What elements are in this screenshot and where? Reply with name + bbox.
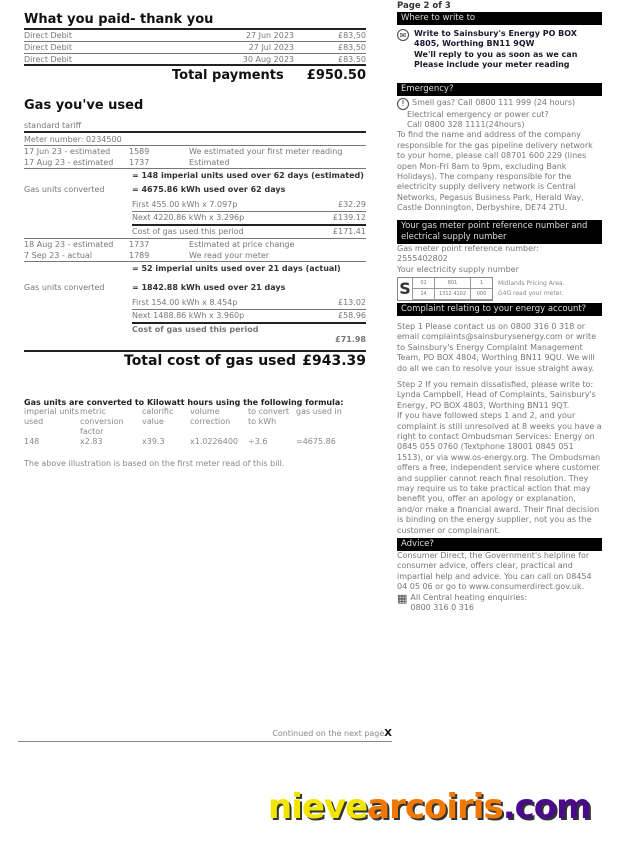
advice-title: Advice? bbox=[397, 538, 602, 551]
cost-value: £71.98 bbox=[335, 335, 366, 344]
formula-note: The above illustration is based on the first meter read of this bill. bbox=[24, 459, 285, 468]
elec-supply-label: Your electricity supply number bbox=[397, 264, 519, 274]
write-include: Please include your meter reading bbox=[414, 60, 570, 70]
cost-label: Cost of gas used this period bbox=[132, 227, 244, 236]
formula-value: x2.83 bbox=[80, 437, 103, 446]
gas-total-label: Total cost of gas used bbox=[124, 353, 297, 369]
formula-table bbox=[24, 407, 366, 447]
cost-label: First 455.00 kWh x 7.097p bbox=[132, 200, 238, 209]
elec-emergency-text: Electrical emergency or power cut? bbox=[407, 109, 549, 119]
formula-value: =4675.86 bbox=[296, 437, 336, 446]
complaint-step1: Step 1 Please contact us on 0800 316 0 318 or email complaints@sainsburysenergy.com or write to Sainsbury's Energy Complaint Management Team, PO BOX 4804, Worthing BN11 9QU. We will do all we can to resolve your issue straight away. bbox=[397, 321, 597, 373]
heating-phone: 0800 316 0 316 bbox=[410, 603, 475, 613]
payment-method: Direct Debit bbox=[24, 31, 73, 40]
payments-title: What you paid- thank you bbox=[24, 12, 366, 30]
supply-number bbox=[397, 277, 602, 301]
cost-value: £32.29 bbox=[338, 200, 366, 209]
formula-header: imperial units used bbox=[24, 407, 79, 426]
reading-value: 1737 bbox=[129, 240, 150, 249]
payments-total-value: £950.50 bbox=[306, 67, 366, 83]
formula-title: Gas units are converted to Kilowatt hours using the following formula: bbox=[24, 398, 344, 407]
gas-mprn-label: Gas meter point reference number: bbox=[397, 243, 539, 253]
heating-enquiries bbox=[397, 593, 602, 614]
supply-info bbox=[498, 279, 565, 299]
complaint-step2: Step 2 If you remain dissatisfied, please write to: Lynda Campbell, Head of Complaints, Sainsbury's Energy, PO BOX 4803, Worthing BN11 9QT. bbox=[397, 379, 596, 410]
reading-value: 1737 bbox=[129, 158, 150, 167]
heating-label: All Central heating enquiries: bbox=[410, 592, 528, 602]
reading-note: We estimated your first meter reading bbox=[189, 147, 343, 156]
watermark-logo bbox=[268, 787, 591, 827]
payment-amount: £83,50 bbox=[338, 31, 366, 40]
cost-row bbox=[132, 199, 366, 212]
gas-total-value: £943.39 bbox=[302, 353, 366, 369]
write-address: Write to Sainsbury's Energy PO BOX 4805, Worthing BN11 9QW bbox=[414, 29, 577, 49]
formula-value: x1.0226400 bbox=[190, 437, 238, 446]
supply-cell: 000 bbox=[470, 289, 492, 300]
payment-row bbox=[24, 42, 366, 54]
write-section-title: Where to write to bbox=[397, 12, 602, 25]
formula-header: metric conversion factor bbox=[80, 407, 124, 436]
supply-s-letter: S bbox=[399, 278, 411, 298]
meter-read-by: G4G read your meter. bbox=[498, 289, 564, 297]
cost-label: Next 1488.86 kWh x 3.960p bbox=[132, 311, 245, 320]
bill-right-column bbox=[397, 0, 602, 613]
radiator-icon: ▦ bbox=[397, 591, 408, 605]
reading-note: We read your meter bbox=[189, 251, 270, 260]
cost-row bbox=[132, 297, 366, 310]
watermark-part1: nieve bbox=[268, 787, 368, 827]
page-footer bbox=[18, 728, 392, 742]
elec-emergency-phone: Call 0800 328 1111(24hours) bbox=[407, 120, 525, 130]
cost-block bbox=[132, 199, 366, 238]
bill-left-column bbox=[24, 12, 366, 468]
payment-method: Direct Debit bbox=[24, 43, 73, 52]
cost-row bbox=[132, 212, 366, 226]
converted-row bbox=[24, 184, 366, 195]
formula-header: volume correction bbox=[190, 407, 231, 426]
gas-mprn-value: 2555402802 bbox=[397, 254, 448, 264]
converted-value: = 4675.86 kWh used over 62 days bbox=[132, 185, 286, 194]
units-used-line: = 52 imperial units used over 21 days (actual) bbox=[132, 264, 341, 273]
cost-label: Next 4220.86 kWh x 3.296p bbox=[132, 213, 245, 222]
payment-amount: £83.50 bbox=[338, 55, 366, 64]
reading-date: 18 Aug 23 - estimated bbox=[24, 240, 114, 249]
write-reply: We'll reply to you as soon as we can bbox=[414, 49, 578, 59]
mail-icon: ✉ bbox=[397, 29, 409, 41]
continued-text: Continued on the next page bbox=[272, 729, 385, 738]
warning-icon: ! bbox=[397, 98, 409, 110]
formula-header: calorific value bbox=[142, 407, 174, 426]
payment-amount: £83,50 bbox=[338, 43, 366, 52]
reading-date: 7 Sep 23 - actual bbox=[24, 251, 93, 260]
reading-row bbox=[24, 146, 366, 157]
formula-value: x39.3 bbox=[142, 437, 165, 446]
formula-header: gas used in bbox=[296, 407, 342, 416]
converted-label: Gas units converted bbox=[24, 283, 105, 292]
continued-mark: X bbox=[384, 728, 392, 739]
payments-total-label: Total payments bbox=[172, 67, 284, 83]
ombudsman-info: If you have followed steps 1 and 2, and your complaint is still unresolved at 8 weeks you have a right to contact Ombudsman Services: Energy on 0845 055 0760 (Textphone 18001 0845 051 1513), or via www.os-energy.org. The Ombudsman offers a free, independent service where customer and supplier cannot reach final resolution. They may require us to take practical action that may benefit you, offer an apology or explanation, and/or make a financial award. Their final decision is binding on the energy supplier, not you as the customer or complainant. bbox=[397, 411, 602, 535]
cost-subtotal-row bbox=[132, 226, 366, 238]
cost-value: £58.96 bbox=[338, 311, 366, 320]
payment-method: Direct Debit bbox=[24, 55, 73, 64]
network-info: To find the name and address of the company responsible for the gas pipeline delivery network to your home, please call 08701 600 229 (lines open Mon-Fri 8am to 9pm, excluding Bank Holidays). The company responsible for the electricity supply delivery network is Central Networks, Pegasus Business Park, Herald Way, Castle Donnington, Derbyshire, DE74 2TU. bbox=[397, 130, 593, 213]
tariff-label: standard tariff bbox=[24, 120, 366, 133]
supply-cell: 1 bbox=[470, 278, 492, 289]
payment-row bbox=[24, 54, 366, 66]
pricing-area: Midlands Pricing Area. bbox=[498, 279, 565, 287]
converted-value: = 1842.88 kWh used over 21 days bbox=[132, 283, 286, 292]
gas-emergency-text: Smell gas? Call 0800 111 999 (24 hours) bbox=[412, 97, 576, 107]
cost-value: £13.02 bbox=[338, 298, 366, 307]
reading-value: 1589 bbox=[129, 147, 150, 156]
complaint-title: Complaint relating to your energy account? bbox=[397, 303, 602, 316]
meter-ref-title: Your gas meter point reference number and electrical supply number bbox=[397, 220, 602, 244]
emergency-title: Emergency? bbox=[397, 83, 602, 96]
reading-row bbox=[24, 238, 366, 250]
watermark-part3: .com bbox=[502, 787, 591, 827]
watermark-part2: arcoiris bbox=[367, 787, 503, 827]
advice-text: Consumer Direct, the Government's helpline for consumer advice, offers clear, practical and impartial help and advice. You can call on 08454 04 05 06 or go to www.consumerdirect.gov.uk. bbox=[397, 551, 592, 592]
write-section bbox=[397, 29, 602, 71]
formula-header: to convert to kWh bbox=[248, 407, 290, 426]
cost-label: First 154.00 kWh x 8.454p bbox=[132, 298, 238, 307]
reading-date: 17 Aug 23 - estimated bbox=[24, 158, 114, 167]
reading-value: 1789 bbox=[129, 251, 150, 260]
heating-text bbox=[410, 593, 527, 614]
payment-date: 30 Aug 2023 bbox=[242, 55, 294, 64]
supply-grid bbox=[412, 278, 492, 300]
emergency-gas bbox=[397, 98, 602, 110]
write-text bbox=[414, 29, 602, 71]
payments-table bbox=[24, 30, 366, 84]
reading-note: Estimated at price change bbox=[189, 240, 295, 249]
gas-title: Gas you've used bbox=[24, 98, 144, 113]
reading-row bbox=[24, 250, 366, 262]
supply-cell: 1312 4102 bbox=[434, 289, 470, 300]
units-used-line: = 148 imperial units used over 62 days (estimated) bbox=[132, 171, 364, 180]
page-number: Page 2 of 3 bbox=[397, 1, 451, 11]
supply-number-box bbox=[397, 277, 493, 301]
cost-row bbox=[132, 310, 366, 324]
gas-total bbox=[24, 350, 366, 370]
payment-row bbox=[24, 30, 366, 42]
supply-cell: 801 bbox=[434, 278, 470, 289]
converted-row bbox=[24, 282, 366, 293]
payment-date: 27 Jul 2023 bbox=[248, 43, 294, 52]
supply-cell: 01 bbox=[412, 278, 434, 289]
payment-date: 27 Jun 2023 bbox=[245, 31, 294, 40]
cost-subtotal-row bbox=[132, 324, 366, 346]
payments-total bbox=[24, 66, 366, 84]
supply-cell: 14 bbox=[412, 289, 434, 300]
reading-note: Estimated bbox=[189, 158, 230, 167]
meter-number: Meter number: 0234500 bbox=[24, 133, 366, 146]
formula-value: ÷3.6 bbox=[248, 437, 268, 446]
cost-value: £171.41 bbox=[332, 227, 366, 236]
reading-date: 17 Jun 23 - estimated bbox=[24, 147, 111, 156]
converted-label: Gas units converted bbox=[24, 185, 105, 194]
cost-label: Cost of gas used this period bbox=[132, 325, 259, 334]
cost-value: £139.12 bbox=[332, 213, 366, 222]
cost-block bbox=[132, 297, 366, 346]
reading-row bbox=[24, 157, 366, 169]
formula-value: 148 bbox=[24, 437, 40, 446]
